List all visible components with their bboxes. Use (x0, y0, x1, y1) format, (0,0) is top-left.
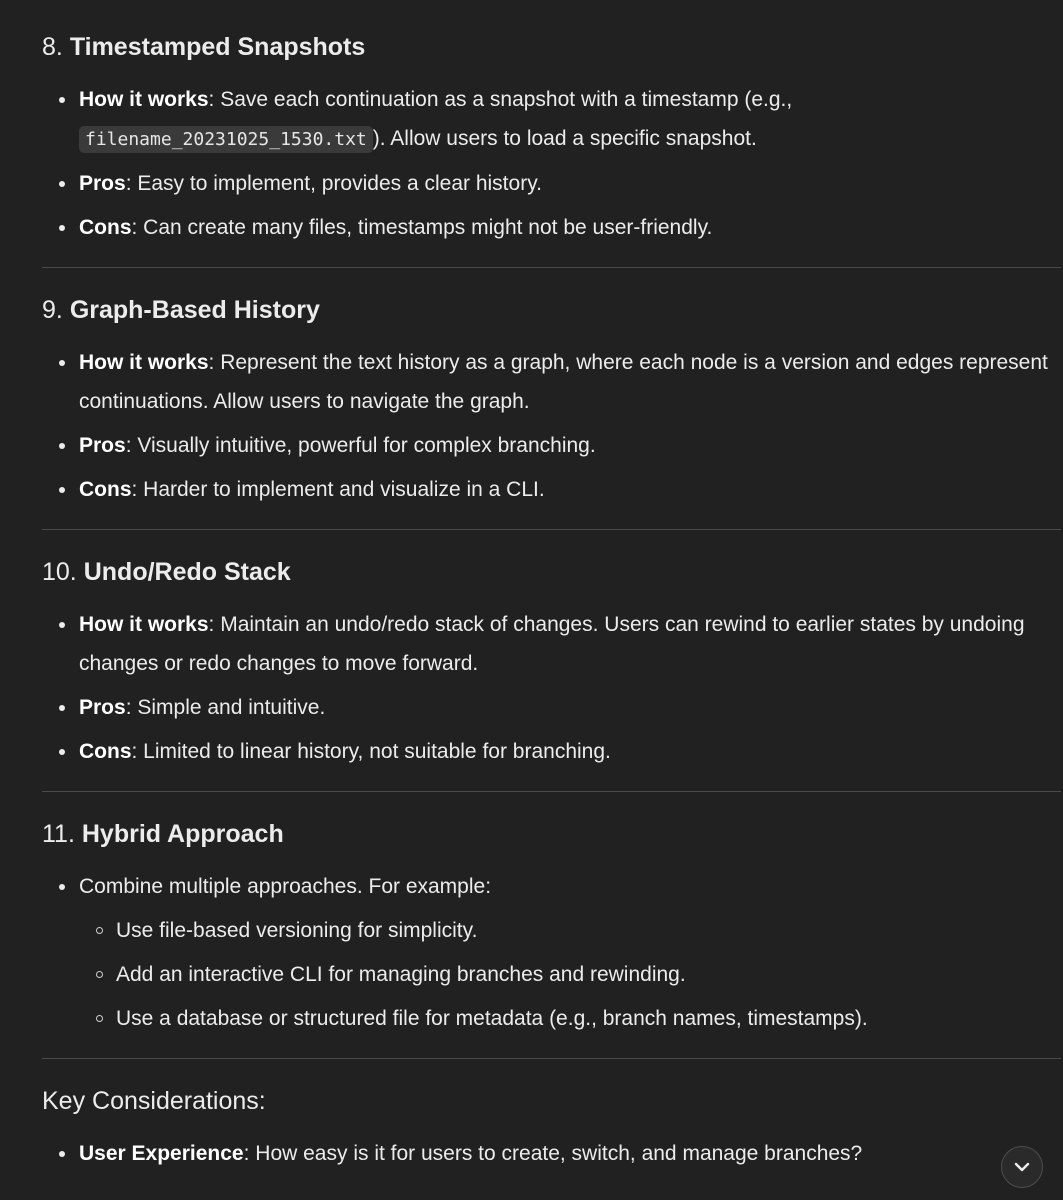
item-text: : Represent the text history as a graph, where each node is a version and edges represent continuations. Allow users to navigate the graph. (79, 351, 1048, 413)
item-label: Cons (79, 216, 132, 239)
sub-list-item: Use a database or structured file for metadata (e.g., branch names, timestamps). (79, 999, 1061, 1038)
bullet-list (42, 343, 1061, 509)
section-graph-based-history (42, 291, 1061, 509)
list-item (42, 208, 1061, 247)
inline-code: filename_20231025_1530.txt (79, 126, 373, 153)
list-item (42, 732, 1061, 771)
item-label: Pros (79, 696, 126, 719)
bullet-list (42, 1134, 1061, 1173)
chat-message-content (42, 28, 1061, 1178)
sub-bullet-list (79, 911, 1061, 1038)
item-label: How it works (79, 88, 209, 111)
divider (42, 267, 1061, 268)
list-item (42, 470, 1061, 509)
section-timestamped-snapshots (42, 28, 1061, 247)
divider (42, 529, 1061, 530)
section-heading (42, 291, 1061, 329)
list-item (42, 80, 1061, 159)
section-title: Timestamped Snapshots (69, 33, 366, 61)
item-text: : Easy to implement, provides a clear history. (125, 172, 542, 195)
divider (42, 1058, 1061, 1059)
section-title: Undo/Redo Stack (83, 558, 291, 586)
item-text: Combine multiple approaches. For example: (79, 875, 492, 898)
sub-list-item: Add an interactive CLI for managing branches and rewinding. (79, 955, 1061, 994)
item-text: : How easy is it for users to create, switch, and manage branches? (243, 1142, 863, 1165)
item-label: How it works (79, 613, 209, 636)
section-heading (42, 815, 1061, 853)
divider (42, 791, 1061, 792)
section-number: 10. (42, 558, 77, 586)
chevron-down-icon (1012, 1157, 1032, 1177)
list-item (42, 867, 1061, 1038)
item-label: How it works (79, 351, 209, 374)
section-number: 11. (42, 820, 75, 848)
list-item (42, 688, 1061, 727)
item-label: User Experience (79, 1142, 244, 1165)
item-label: Pros (79, 434, 126, 457)
item-label: Cons (79, 478, 132, 501)
section-hybrid-approach (42, 815, 1061, 1038)
sub-list-item: Use file-based versioning for simplicity. (79, 911, 1061, 950)
item-text: ). Allow users to load a specific snapshot. (372, 127, 757, 150)
bullet-list (42, 867, 1061, 1038)
item-text: : Harder to implement and visualize in a CLI. (131, 478, 545, 501)
item-text: : Save each continuation as a snapshot with a timestamp (e.g., (208, 88, 793, 111)
scroll-to-bottom-button[interactable] (1001, 1146, 1043, 1188)
section-heading (42, 553, 1061, 591)
section-undo-redo-stack (42, 553, 1061, 771)
list-item (42, 1134, 1061, 1173)
item-text: : Simple and intuitive. (125, 696, 326, 719)
item-text: : Visually intuitive, powerful for complex branching. (125, 434, 596, 457)
bullet-list (42, 80, 1061, 247)
section-title: Key Considerations: (42, 1087, 266, 1115)
section-title: Graph-Based History (69, 296, 320, 324)
item-text: : Can create many files, timestamps might not be user-friendly. (131, 216, 713, 239)
list-item (42, 426, 1061, 465)
item-label: Pros (79, 172, 126, 195)
bullet-list (42, 605, 1061, 771)
item-text: : Limited to linear history, not suitable for branching. (131, 740, 611, 763)
item-label: Cons (79, 740, 132, 763)
section-number: 8. (42, 33, 63, 61)
item-text: : Maintain an undo/redo stack of changes. Users can rewind to earlier states by undoing changes or redo changes to move forward. (79, 613, 1025, 675)
section-key-considerations (42, 1082, 1061, 1173)
list-item (42, 343, 1061, 421)
section-number: 9. (42, 296, 63, 324)
section-heading (42, 28, 1061, 66)
list-item (42, 164, 1061, 203)
section-title: Hybrid Approach (81, 820, 284, 848)
list-item (42, 605, 1061, 683)
